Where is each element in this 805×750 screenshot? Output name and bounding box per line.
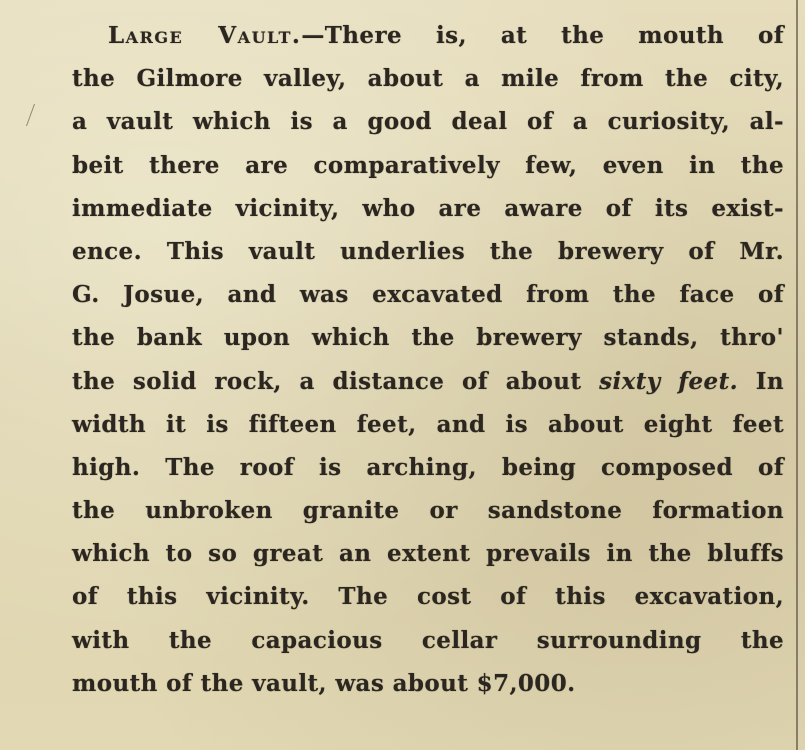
article-body (72, 14, 784, 705)
article-text: In (738, 367, 784, 395)
article-line: mouth of the vault, was about $7,000. (72, 669, 576, 697)
article-line: the unbroken granite or sandstone formation (72, 497, 784, 525)
article-line (72, 360, 784, 403)
article-emphasis: sixty feet. (599, 367, 739, 395)
article-line: beit there are comparatively few, even in the (72, 151, 784, 179)
article-line: a vault which is a good deal of a curiosity, al- (72, 108, 784, 136)
article-line (72, 14, 784, 57)
article-line: width it is fifteen feet, and is about eight feet (72, 410, 784, 438)
article-line: immediate vicinity, who are aware of its exist- (72, 194, 784, 222)
article-line: the bank upon which the brewery stands, thro' (72, 324, 784, 352)
article-line: with the capacious cellar surrounding the (72, 626, 784, 654)
article-text: —There is, at the mouth of (301, 22, 785, 49)
article-line: high. The roof is arching, being composed of (72, 453, 784, 481)
article-text: the solid rock, a distance of about (72, 367, 582, 395)
margin-mark (26, 104, 43, 126)
article-line: G. Josue, and was excavated from the face of (72, 281, 784, 309)
article-headline: Large Vault. (108, 22, 302, 49)
article-line: of this vicinity. The cost of this excavation, (72, 583, 784, 611)
article-line: which to so great an extent prevails in the bluffs (72, 540, 784, 568)
article-line: the Gilmore valley, about a mile from the city, (72, 65, 784, 93)
column-rule (796, 0, 798, 750)
article-line: ence. This vault underlies the brewery of Mr. (72, 237, 784, 265)
